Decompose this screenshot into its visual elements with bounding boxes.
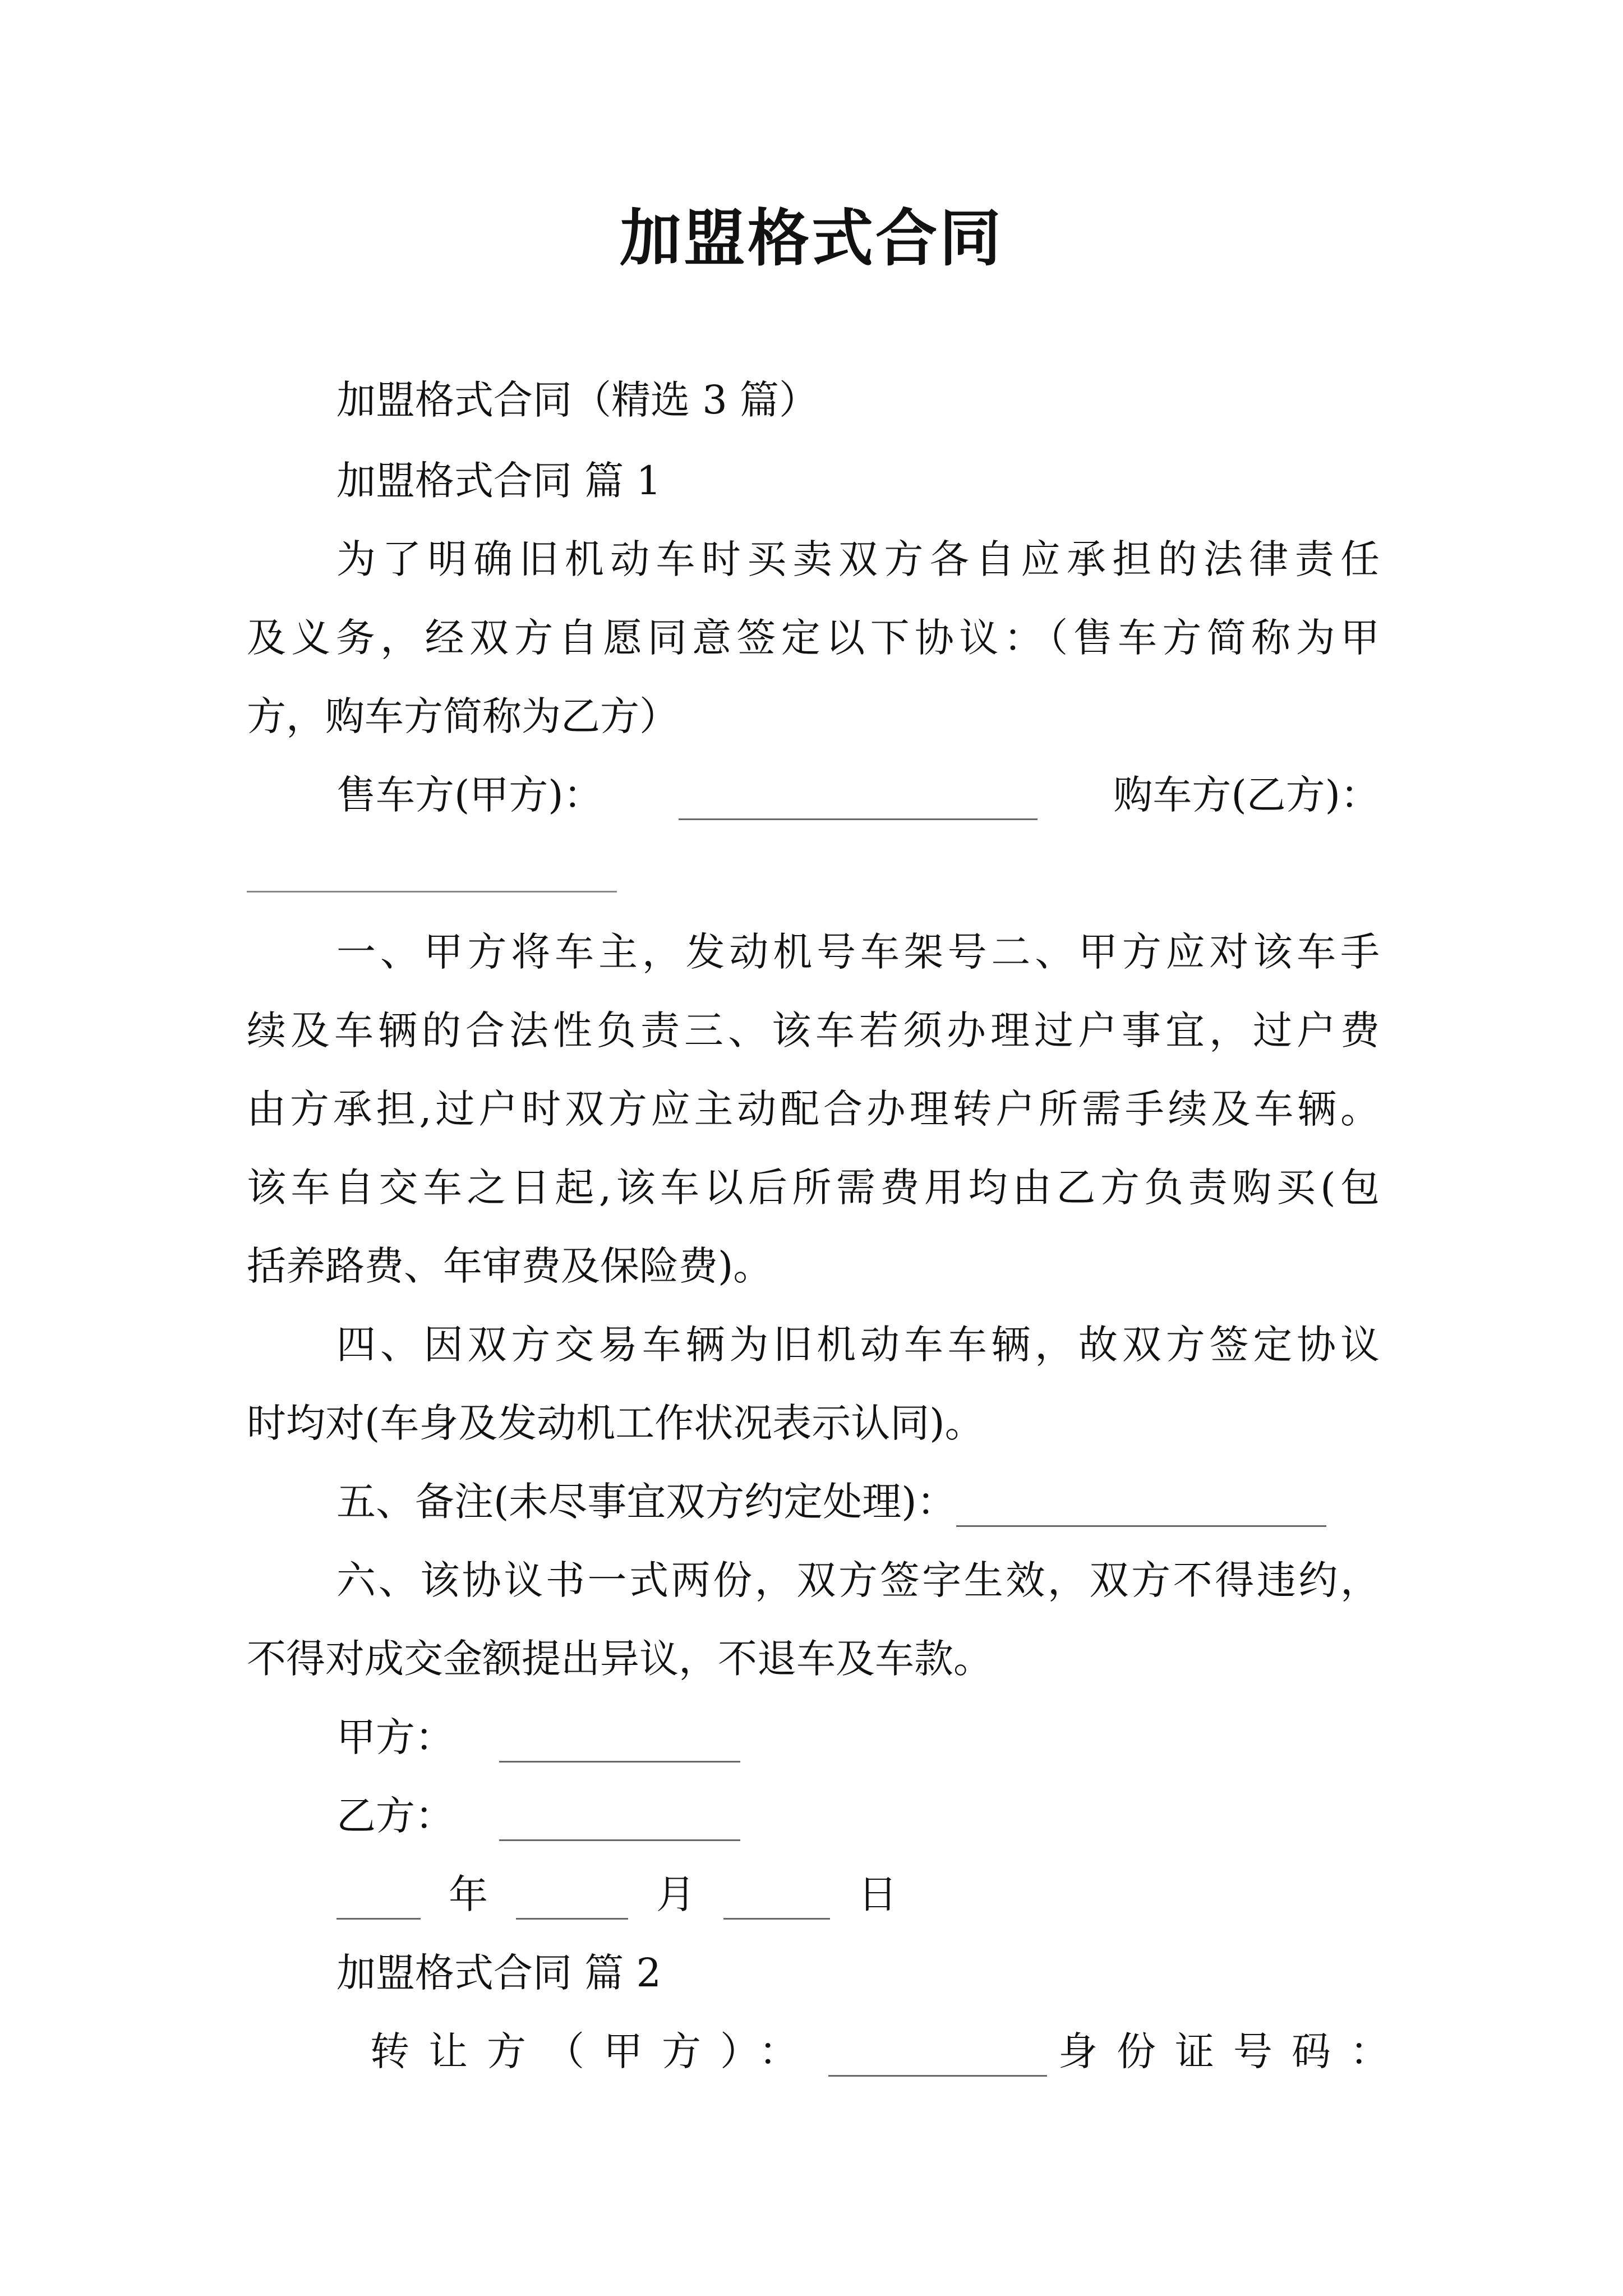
intro-line-1: 为了明确旧机动车时买卖双方各自应承担的法律责任 <box>336 536 1380 582</box>
clause-4-line-1: 四、因双方交易车辆为旧机动车车辆，故双方签定协议 <box>336 1322 1380 1368</box>
transferor-blank <box>828 2030 1047 2077</box>
section-1-heading: 加盟格式合同 篇 1 <box>336 458 662 504</box>
party-a-row <box>336 1712 740 1763</box>
buyer-label: 购车方(乙方)： <box>1113 772 1380 818</box>
year-blank <box>336 1873 421 1920</box>
party-a-blank <box>499 1716 740 1763</box>
intro-line-3: 方，购车方简称为乙方） <box>247 693 679 739</box>
document-subtitle: 加盟格式合同（精选 3 篇） <box>336 377 819 423</box>
month-label: 月 <box>656 1871 695 1917</box>
party-b-label: 乙方： <box>336 1793 454 1839</box>
buyer-blank <box>247 891 617 892</box>
seller-buyer-row <box>336 770 1380 820</box>
section-2-heading: 加盟格式合同 篇 2 <box>336 1950 662 1996</box>
seller-label: 售车方(甲方)： <box>336 772 603 818</box>
clause-1-line-1: 一、甲方将车主，发动机号车架号二、甲方应对该车手 <box>336 929 1380 975</box>
clause-1-line-4: 该车自交车之日起,该车以后所需费用均由乙方负责购买(包 <box>247 1165 1380 1211</box>
party-b-blank <box>499 1795 740 1841</box>
year-label: 年 <box>449 1871 488 1917</box>
clause-6-line-2: 不得对成交金额提出异议，不退车及车款。 <box>247 1636 993 1682</box>
clause-5 <box>336 1476 1326 1527</box>
day-label: 日 <box>858 1871 897 1917</box>
day-blank <box>723 1873 830 1920</box>
seller-blank <box>679 774 1038 820</box>
clause-1-line-3: 由方承担,过户时双方应主动配合办理转户所需手续及车辆。 <box>247 1086 1380 1132</box>
party-b-row <box>336 1791 740 1841</box>
clause-4-line-2: 时均对(车身及发动机工作状况表示认同)。 <box>247 1400 984 1446</box>
party-a-label: 甲方： <box>336 1714 454 1760</box>
transferor-row <box>370 2026 1408 2077</box>
clause-5-label: 五、备注(未尽事宜双方约定处理)： <box>336 1479 956 1525</box>
intro-line-2: 及义务，经双方自愿同意签定以下协议：（售车方简称为甲 <box>247 615 1380 661</box>
id-label: 身份证号码： <box>1058 2028 1408 2074</box>
transferor-label: 转让方（甲方）： <box>370 2028 817 2074</box>
clause-6-line-1: 六、该协议书一式两份，双方签字生效，双方不得违约， <box>336 1557 1380 1603</box>
document-title: 加盟格式合同 <box>620 202 1003 274</box>
clause-1-line-5: 括养路费、年审费及保险费)。 <box>247 1243 773 1289</box>
date-row <box>336 1869 897 1920</box>
clause-5-blank <box>956 1480 1326 1527</box>
clause-1-line-2: 续及车辆的合法性负责三、该车若须办理过户事宜，过户费 <box>247 1007 1380 1053</box>
month-blank <box>516 1873 628 1920</box>
